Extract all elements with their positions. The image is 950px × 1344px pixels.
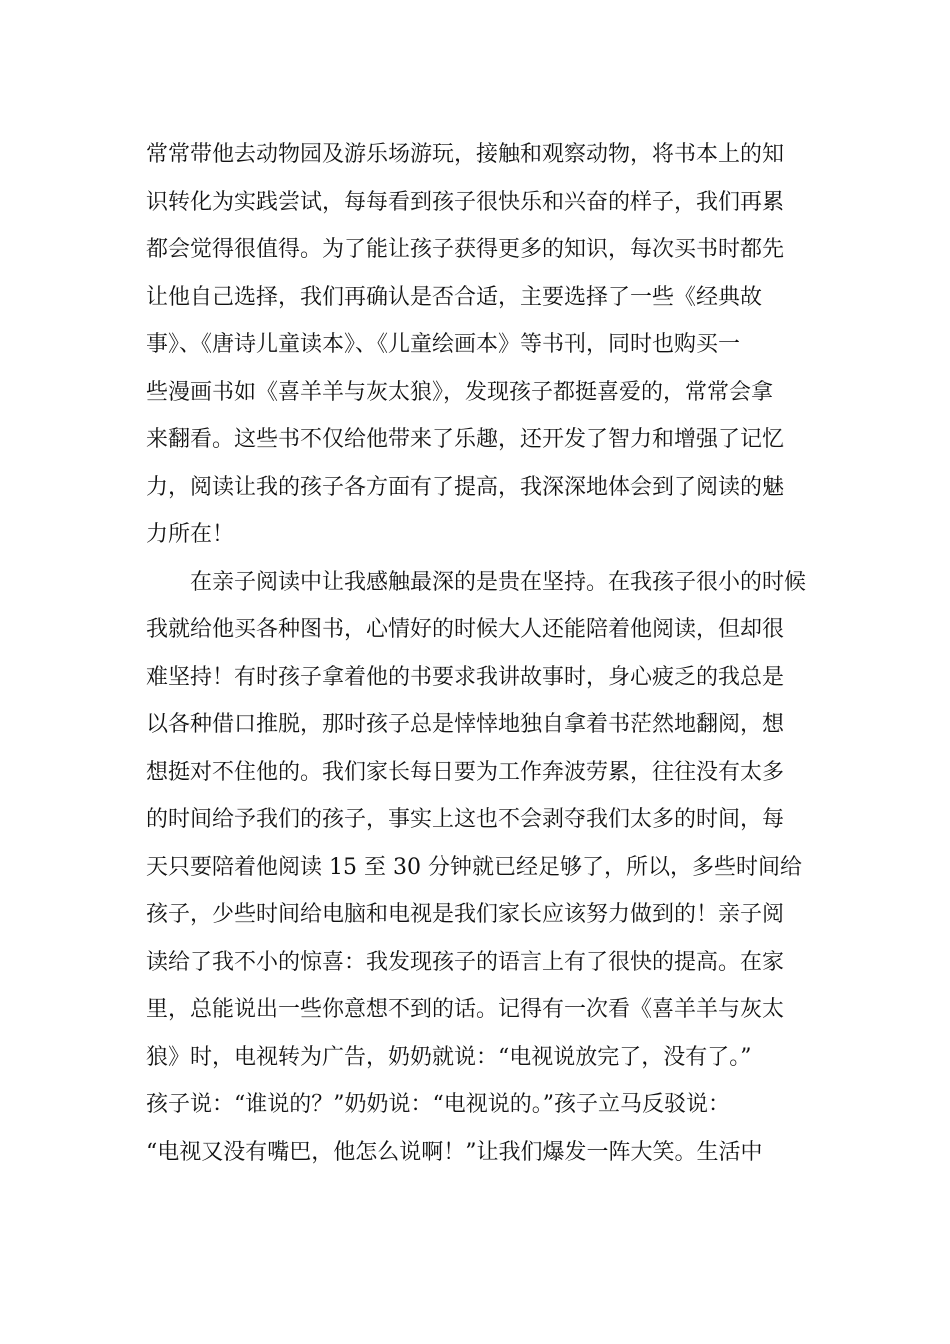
text-line-10: 在亲子阅读中让我感触最深的是贵在坚持。在我孩子很小的时候 xyxy=(146,569,807,595)
text-line-21: 孩子说：“谁说的？”奶奶说：“电视说的。”孩子立马反驳说： xyxy=(146,1092,730,1117)
text-line-19: 里，总能说出一些你意想不到的话。记得有一次看《喜羊羊与灰太 xyxy=(146,997,785,1022)
text-line-9: 力所在！ xyxy=(146,522,235,547)
text-line-2: 识转化为实践尝试，每每看到孩子很快乐和兴奋的样子，我们再累 xyxy=(146,189,785,215)
text-line-11: 我就给他买各种图书，心情好的时候大人还能陪着他阅读，但却很 xyxy=(146,617,785,642)
text-line-13: 以各种借口推脱，那时孩子总是悻悻地独自拿着书茫然地翻阅，想 xyxy=(146,712,785,737)
text-line-18: 读给了我不小的惊喜：我发现孩子的语言上有了很快的提高。在家 xyxy=(146,949,785,975)
text-line-7: 来翻看。这些书不仅给他带来了乐趣，还开发了智力和增强了记忆 xyxy=(146,427,785,452)
text-line-6: 些漫画书如《喜羊羊与灰太狼》，发现孩子都挺喜爱的，常常会拿 xyxy=(146,379,774,405)
text-line-14: 想挺对不住他的。我们家长每日要为工作奔波劳累，往往没有太多 xyxy=(146,759,785,785)
text-line-16: 天只要陪着他阅读 15 至 30 分钟就已经足够了，所以，多些时间给 xyxy=(146,854,802,880)
text-line-5: 事》、《唐诗儿童读本》、《儿童绘画本》等书刊，同时也购买一 xyxy=(146,332,741,357)
text-line-3: 都会觉得很值得。为了能让孩子获得更多的知识，每次买书时都先 xyxy=(146,237,785,262)
text-line-22: “电视又没有嘴巴，他怎么说啊！”让我们爆发一阵大笑。生活中 xyxy=(146,1139,763,1165)
text-line-15: 的时间给予我们的孩子，事实上这也不会剥夺我们太多的时间，每 xyxy=(146,807,785,832)
body-text xyxy=(146,131,816,1176)
text-line-20: 狼》时，电视转为广告，奶奶就说：“电视说放完了，没有了。” xyxy=(146,1044,752,1070)
text-line-4: 让他自己选择，我们再确认是否合适，主要选择了一些《经典故 xyxy=(146,284,763,310)
text-line-12: 难坚持！有时孩子拿着他的书要求我讲故事时，身心疲乏的我总是 xyxy=(146,664,785,690)
text-line-17: 孩子，少些时间给电脑和电视是我们家长应该努力做到的！亲子阅 xyxy=(146,902,785,927)
text-line-8: 力，阅读让我的孩子各方面有了提高，我深深地体会到了阅读的魅 xyxy=(146,474,785,500)
text-line-1: 常常带他去动物园及游乐场游玩，接触和观察动物，将书本上的知 xyxy=(146,142,785,167)
